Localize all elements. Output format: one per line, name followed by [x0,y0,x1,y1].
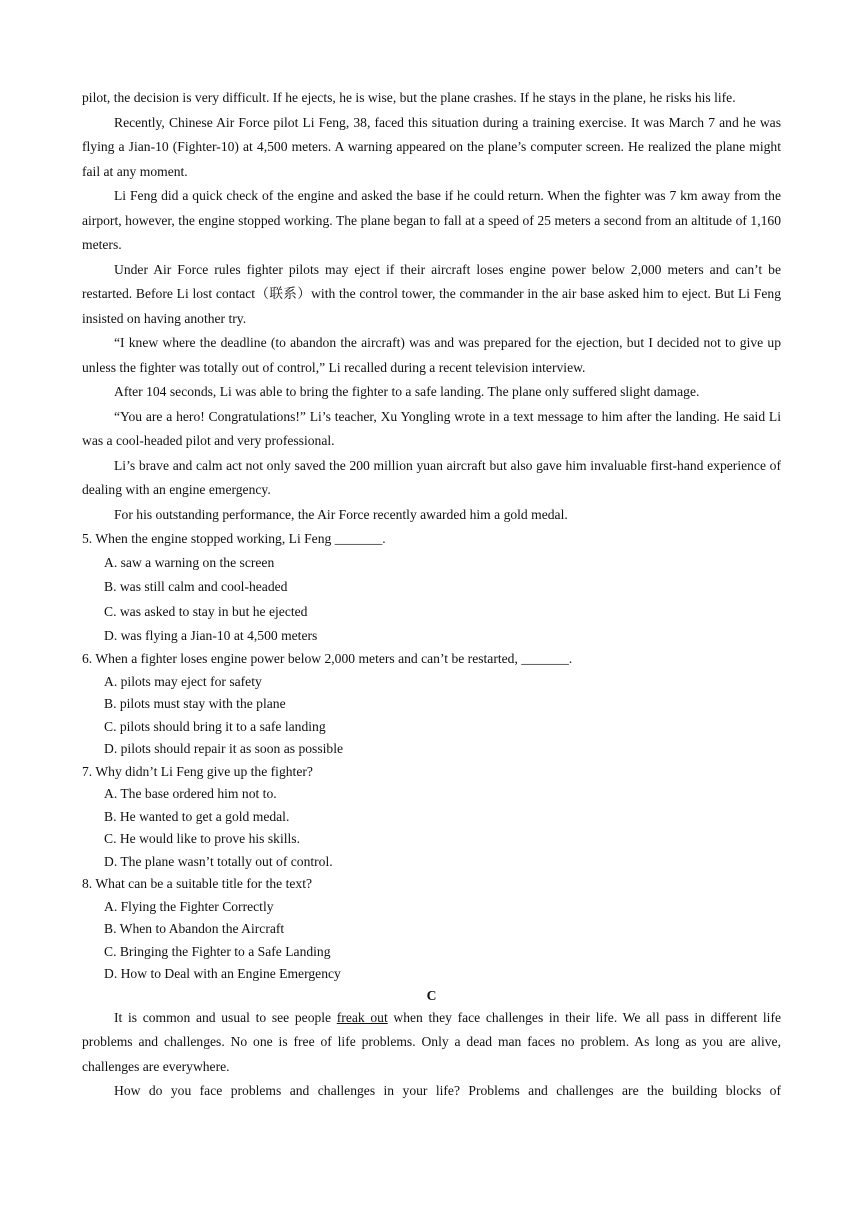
option-c: C. pilots should bring it to a safe landing [104,718,326,734]
option-list [82,783,781,873]
option-d: D. pilots should repair it as soon as possible [104,741,344,757]
question-stem: 6. When a fighter loses engine power below 2,000 meters and can’t be restarted, _______. [82,651,573,667]
exam-page [82,86,781,1104]
passage-paragraph: How do you face problems and challenges in your life? Problems and challenges are the building blocks of [114,1083,781,1099]
option-d: D. The plane wasn’t totally out of control. [104,853,333,869]
underlined-phrase: freak out [336,1009,388,1025]
option-a: A. pilots may eject for safety [104,673,262,689]
passage-paragraph: “I knew where the deadline (to abandon the aircraft) was and was prepared for the ejection, but I decided not to give up unless the fighter was totally out of control,” Li recalled during a recent television interview. [82,335,781,375]
section-label-c: C [426,987,437,1003]
option-a: A. Flying the Fighter Correctly [104,898,274,914]
option-b: B. When to Abandon the Aircraft [104,921,285,937]
passage-paragraph: pilot, the decision is very difficult. If he ejects, he is wise, but the plane crashes. If he stays in the plane, he risks his life. [82,90,736,105]
passage-paragraph: After 104 seconds, Li was able to bring the fighter to a safe landing. The plane only suffered slight damage. [114,384,700,399]
option-b: B. He wanted to get a gold medal. [104,808,290,824]
passage-paragraph: “You are a hero! Congratulations!” Li’s teacher, Xu Yongling wrote in a text message to him after the landing. He said Li was a cool-headed pilot and very professional. [82,408,781,448]
option-c: C. Bringing the Fighter to a Safe Landing [104,943,331,959]
passage-paragraph: Li’s brave and calm act not only saved the 200 million yuan aircraft but also gave him invaluable first-hand experience of dealing with an engine emergency. [82,457,781,497]
option-b: B. pilots must stay with the plane [104,696,286,712]
option-a: A. saw a warning on the screen [104,555,275,570]
question-stem: 5. When the engine stopped working, Li Feng _______. [82,531,386,546]
text-run: It is common and usual to see people [114,1009,337,1025]
option-list [82,551,781,648]
passage-paragraph [82,1006,781,1080]
question-8 [82,873,781,986]
option-c: C. He would like to prove his skills. [104,831,300,847]
option-list [82,896,781,986]
option-c: C. was asked to stay in but he ejected [104,603,308,619]
passage-paragraph: Recently, Chinese Air Force pilot Li Feng, 38, faced this situation during a training exercise. It was March 7 and he was flying a Jian-10 (Fighter-10) at 4,500 meters. A warning appeared on the plane’s computer screen. He realized the plane might fail at any moment. [82,114,781,179]
passage-paragraph: Under Air Force rules fighter pilots may eject if their aircraft loses engine power below 2,000 meters and can’t be restarted. Before Li lost contact（联系）with the control tower, the commander in the air base asked him to eject. But Li Feng insisted on having another try. [82,261,781,326]
option-b: B. was still calm and cool-headed [104,579,288,595]
passage-paragraph: For his outstanding performance, the Air Force recently awarded him a gold medal. [114,506,568,522]
question-stem: 7. Why didn’t Li Feng give up the fighter? [82,763,313,779]
question-stem: 8. What can be a suitable title for the text? [82,876,312,892]
option-d: D. was flying a Jian-10 at 4,500 meters [104,627,318,643]
question-7 [82,761,781,874]
option-a: A. The base ordered him not to. [104,786,277,802]
passage-c [82,986,781,1104]
option-d: D. How to Deal with an Engine Emergency [104,966,341,982]
passage-b [82,86,781,527]
option-list [82,671,781,761]
question-5 [82,527,781,648]
question-6 [82,648,781,761]
text-run: when they face challenges in their life. We all pass in different life problems and challenges. No one is free of life problems. Only a dead man faces no problem. As long as you are alive, challenges are everywhere. [82,1009,782,1074]
passage-paragraph: Li Feng did a quick check of the engine and asked the base if he could return. When the fighter was 7 km away from the airport, however, the engine stopped working. The plane began to fall at a speed of 25 meters a second from an altitude of 1,160 meters. [82,188,781,252]
